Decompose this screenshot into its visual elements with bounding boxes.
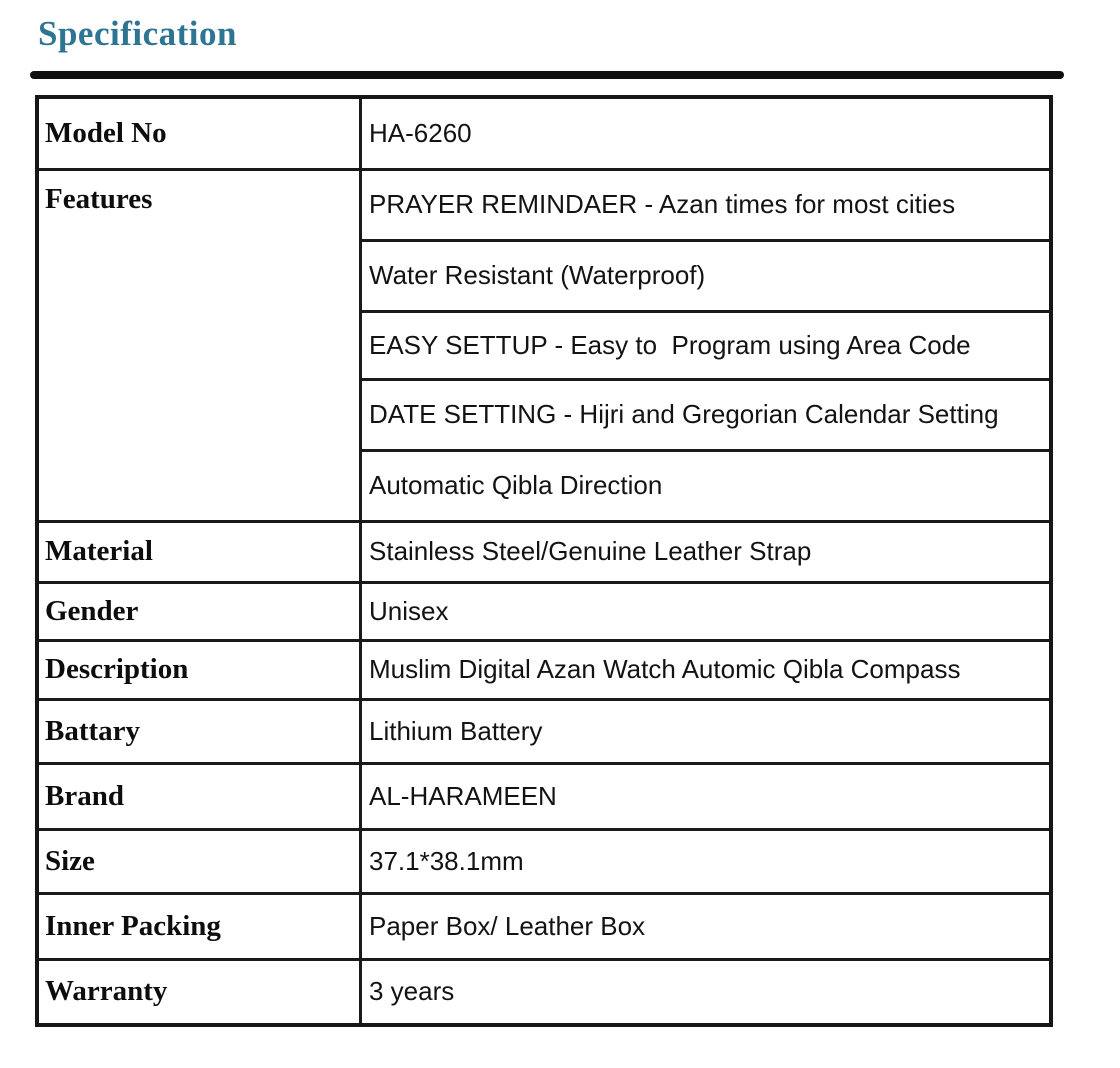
specification-table-body <box>37 97 1051 1025</box>
spec-label-cell: Model No <box>37 97 361 169</box>
table-row <box>37 97 1051 169</box>
spec-value-cell: DATE SETTING - Hijri and Gregorian Calendar Setting <box>361 379 1052 450</box>
spec-value-cell: Unisex <box>361 582 1052 640</box>
page-title: Specification <box>38 14 237 53</box>
spec-label-cell: Material <box>37 521 361 582</box>
table-row <box>37 582 1051 640</box>
spec-value-cell: PRAYER REMINDAER - Azan times for most cities <box>361 169 1052 240</box>
table-row <box>37 699 1051 763</box>
spec-label-cell: Gender <box>37 582 361 640</box>
spec-label-cell: Inner Packing <box>37 893 361 959</box>
title-underline-rule <box>30 71 1064 79</box>
table-row <box>37 893 1051 959</box>
spec-label-cell: Battary <box>37 699 361 763</box>
spec-value-cell: 37.1*38.1mm <box>361 829 1052 893</box>
spec-value-cell: Water Resistant (Waterproof) <box>361 240 1052 311</box>
spec-value-cell: Automatic Qibla Direction <box>361 450 1052 521</box>
spec-label-cell: Warranty <box>37 959 361 1025</box>
spec-value-cell: AL-HARAMEEN <box>361 763 1052 829</box>
spec-value-cell: HA-6260 <box>361 97 1052 169</box>
table-row <box>37 763 1051 829</box>
table-row <box>37 959 1051 1025</box>
table-row <box>37 640 1051 699</box>
spec-value-cell: Lithium Battery <box>361 699 1052 763</box>
spec-label-cell: Features <box>37 169 361 521</box>
spec-label-cell: Brand <box>37 763 361 829</box>
spec-value-cell: EASY SETTUP - Easy to Program using Area Code <box>361 311 1052 379</box>
spec-value-cell: 3 years <box>361 959 1052 1025</box>
table-row <box>37 521 1051 582</box>
table-row <box>37 169 1051 240</box>
spec-value-cell: Stainless Steel/Genuine Leather Strap <box>361 521 1052 582</box>
spec-label-cell: Size <box>37 829 361 893</box>
spec-value-cell: Muslim Digital Azan Watch Automic Qibla Compass <box>361 640 1052 699</box>
spec-value-cell: Paper Box/ Leather Box <box>361 893 1052 959</box>
specification-table <box>35 95 1053 1027</box>
spec-label-cell: Description <box>37 640 361 699</box>
table-row <box>37 829 1051 893</box>
